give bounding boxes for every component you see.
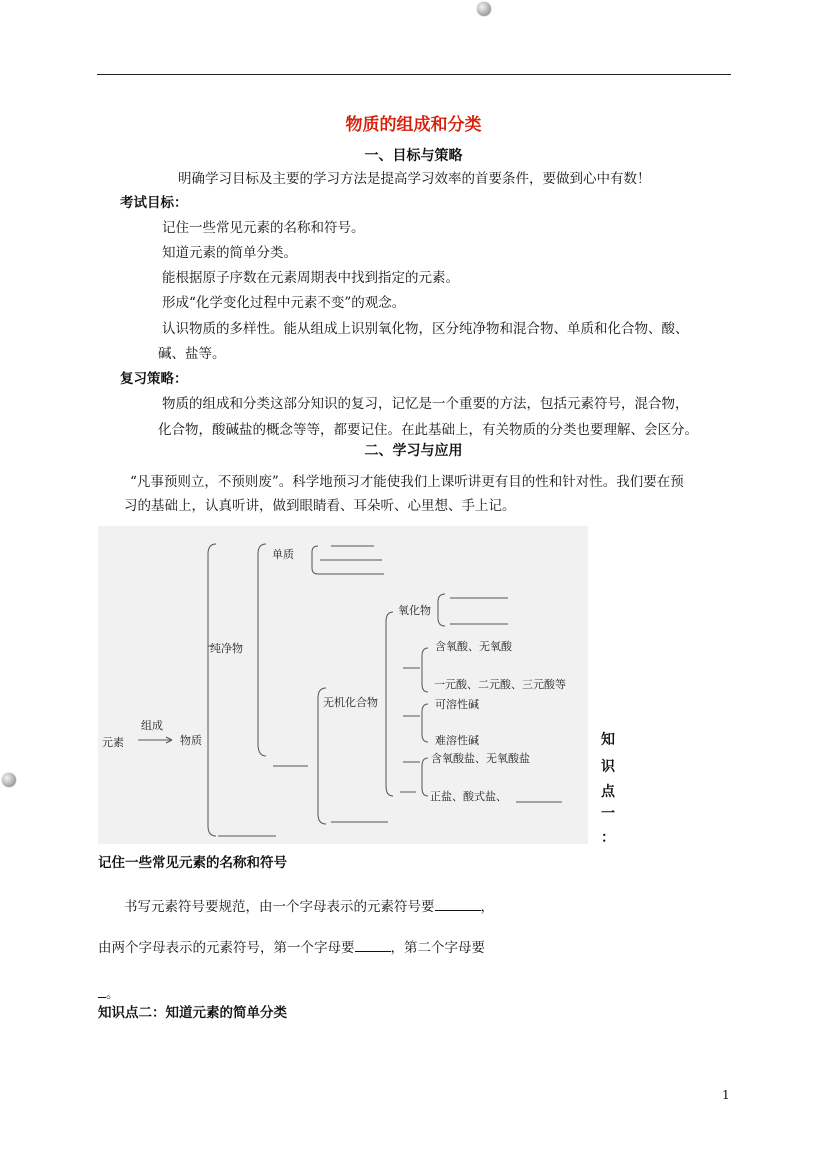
- goal-item: 认识物质的多样性。能从组成上识别氧化物，区分纯净物和混合物、单质和化合物、酸、: [162, 321, 689, 337]
- side-vertical-char: ：: [601, 830, 615, 846]
- goal-item: 知道元素的简单分类。: [162, 245, 297, 261]
- knowledge1-line1-end: ，: [480, 899, 494, 915]
- blank-second-letter[interactable]: [98, 984, 106, 998]
- diagram-label-base-insoluble: 难溶性碱: [435, 734, 479, 747]
- diagram-label-oxide: 氧化物: [398, 604, 431, 617]
- goal-item: 能根据原子序数在元素周期表中找到指定的元素。: [162, 270, 459, 286]
- knowledge1-heading: 记住一些常见元素的名称和符号: [98, 855, 287, 871]
- header-rule: [97, 74, 731, 75]
- knowledge1-line3: [98, 984, 120, 1003]
- goal-item: 记住一些常见元素的名称和符号。: [162, 220, 365, 236]
- diagram-label-compose: 组成: [141, 719, 163, 732]
- classification-diagram: [98, 526, 588, 844]
- side-vertical-char: 点: [601, 784, 615, 800]
- diagram-label-pure: 纯净物: [210, 642, 243, 655]
- knowledge1-line2: [98, 938, 485, 957]
- diagram-label-matter: 物质: [180, 734, 202, 747]
- diagram-label-salt-oxy: 含氧酸盐、无氧酸盐: [431, 752, 530, 765]
- blank-first-letter[interactable]: [355, 938, 391, 952]
- side-vertical-char: 一: [601, 806, 615, 822]
- side-vertical-char: 知: [601, 732, 615, 748]
- knowledge1-line3-end: 。: [106, 986, 120, 1002]
- page-number: 1: [722, 1088, 730, 1102]
- goal-item: 形成“化学变化过程中元素不变”的观念。: [162, 295, 406, 311]
- diagram-label-salt-kind: 正盐、酸式盐、: [430, 790, 507, 803]
- knowledge1-line2-mid: ，第二个字母要: [390, 940, 485, 956]
- knowledge2-heading: 知识点二：知道元素的简单分类: [98, 1005, 287, 1021]
- exam-goals-label: 考试目标：: [120, 195, 188, 211]
- knowledge1-line1: [124, 897, 494, 916]
- side-vertical-char: 识: [601, 759, 615, 775]
- diagram-label-acid-oxy: 含氧酸、无氧酸: [435, 640, 512, 653]
- page-title: 物质的组成和分类: [345, 115, 482, 135]
- section1-intro: 明确学习目标及主要的学习方法是提高学习效率的首要条件，要做到心中有数！: [178, 171, 651, 187]
- section2-intro-line: “凡事预则立，不预则废”。科学地预习才能使我们上课听讲更有目的性和针对性。我们要在预: [130, 474, 684, 490]
- strategy-line: 化合物，酸碱盐的概念等等，都要记住。在此基础上，有关物质的分类也要理解、会区分。: [158, 422, 698, 438]
- decorative-bead-left: [2, 773, 16, 787]
- knowledge1-line2-text: 由两个字母表示的元素符号，第一个字母要: [98, 940, 355, 956]
- diagram-label-element: 元素: [102, 736, 124, 749]
- diagram-label-inorganic: 无机化合物: [323, 696, 378, 709]
- diagram-label-base-soluble: 可溶性碱: [435, 698, 479, 711]
- section2-heading: 二、学习与应用: [364, 443, 463, 459]
- diagram-label-simple: 单质: [272, 548, 294, 561]
- decorative-bead-top: [477, 2, 491, 16]
- strategy-line: 物质的组成和分类这部分知识的复习，记忆是一个重要的方法，包括元素符号，混合物，: [162, 396, 689, 412]
- section2-intro-line: 习的基础上，认真听讲，做到眼睛看、耳朵听、心里想、手上记。: [124, 498, 516, 514]
- knowledge1-line1-text: 书写元素符号要规范，由一个字母表示的元素符号要: [124, 899, 435, 915]
- goal-item: 碱、盐等。: [158, 346, 226, 362]
- blank-one-letter[interactable]: [435, 897, 481, 911]
- diagram-label-acid-basicity: 一元酸、二元酸、三元酸等: [434, 678, 566, 691]
- section1-heading: 一、目标与策略: [364, 148, 463, 164]
- strategy-label: 复习策略：: [120, 371, 188, 387]
